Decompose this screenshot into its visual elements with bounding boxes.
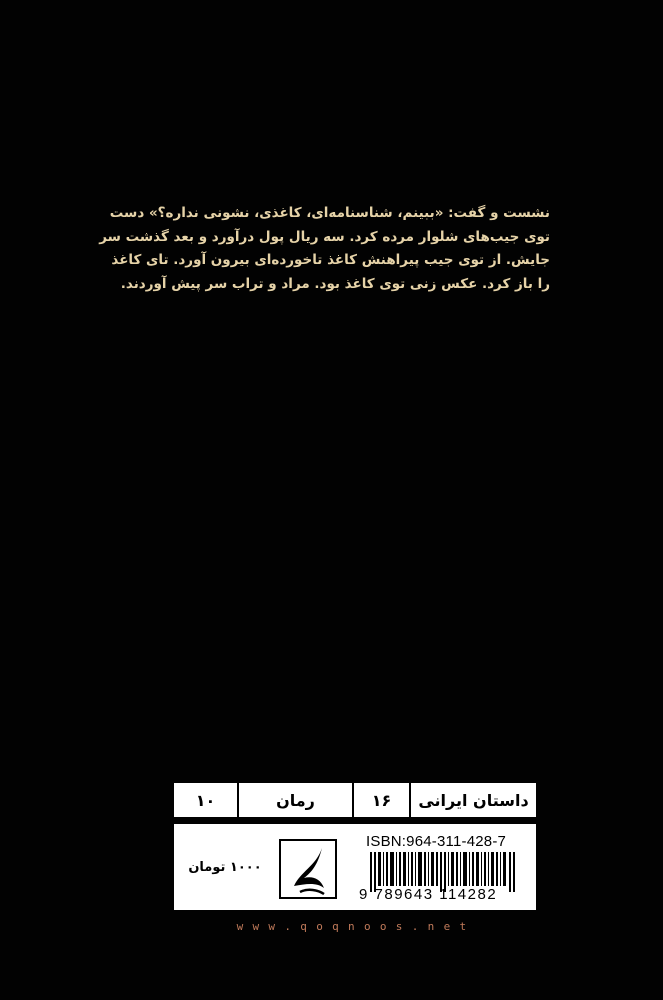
excerpt-line: جایش. از توی جیب پیراهنش کاغذ تاخورده‌ای بیرون آورد. تای کاغذ [111, 252, 550, 268]
isbn-label: ISBN:964-311-428-7 [366, 833, 507, 850]
excerpt-line: توی جیب‌های شلوار مرده کرد. سه ریال پول درآورد و بعد گذشت سر [99, 228, 550, 245]
back-cover-excerpt [99, 202, 550, 296]
barcode-digits: 9 789643 114282 [359, 886, 498, 903]
excerpt-line: را باز کرد. عکس زنی توی کاغذ بود. مراد و تراب سر پیش آوردند. [120, 275, 550, 292]
phoenix-logo-icon [278, 838, 338, 900]
series-label: داستان ایرانی [409, 783, 536, 817]
genre-label: رمان [237, 783, 352, 817]
price-label: ۱۰۰۰ تومان [188, 860, 262, 875]
series-number: ۱۶ [352, 783, 409, 817]
genre-number: ۱۰ [195, 790, 216, 810]
series-info-bar [174, 783, 536, 817]
excerpt-line: نشست و گفت: «ببینم، شناسنامه‌ای، کاغذی، نشونی نداره؟» دست [109, 205, 550, 221]
publisher-website: www.qoqnoos.net [236, 920, 476, 933]
barcode-panel [174, 824, 536, 910]
